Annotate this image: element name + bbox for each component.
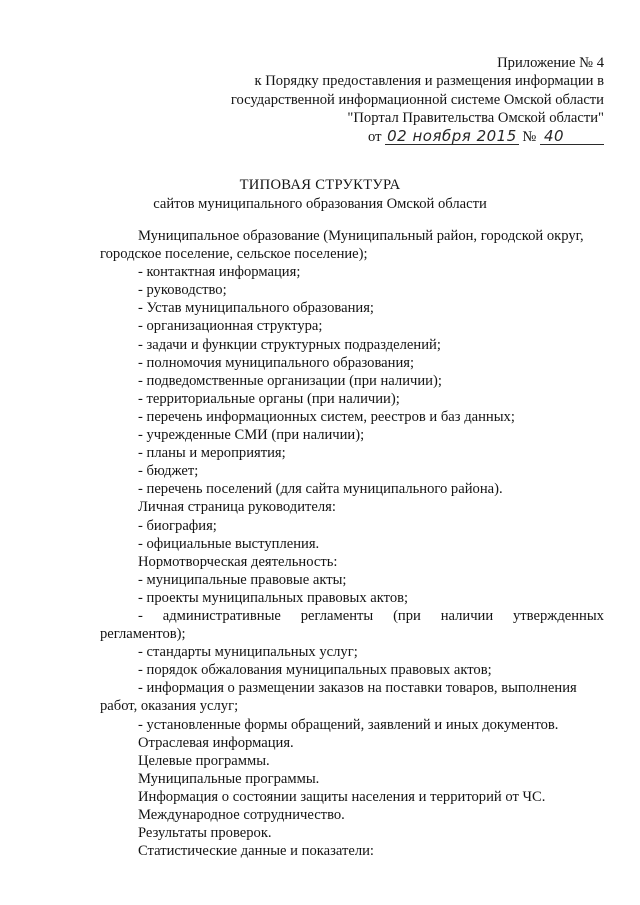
list-item: - руководство;	[138, 282, 227, 299]
appendix-header	[231, 54, 604, 146]
document-body	[100, 227, 604, 860]
appendix-line-3: "Портал Правительства Омской области"	[347, 110, 604, 127]
list-item: - Устав муниципального образования;	[138, 300, 374, 317]
title-line-2: сайтов муниципального образования Омской области	[153, 196, 487, 212]
justified-list-item	[100, 607, 604, 625]
section-heading: Нормотворческая деятельность:	[138, 553, 338, 570]
text-line: Муниципальное образование (Муниципальный район, городской округ,	[138, 228, 584, 244]
list-item: - порядок обжалования муниципальных правовых актов;	[138, 662, 492, 679]
word: утвержденных	[513, 607, 604, 624]
section-heading: Целевые программы.	[138, 752, 270, 769]
section-heading: Муниципальные программы.	[138, 770, 320, 787]
section-heading: Результаты проверок.	[138, 825, 272, 842]
list-item: - перечень поселений (для сайта муниципального района).	[138, 481, 503, 498]
appendix-title: Приложение № 4	[497, 55, 604, 71]
word: (при	[393, 607, 421, 624]
list-item: - задачи и функции структурных подразделений;	[138, 336, 441, 353]
list-item: - проекты муниципальных правовых актов;	[138, 589, 409, 606]
word: -	[138, 607, 143, 624]
section-heading: Личная страница руководителя:	[138, 499, 336, 516]
list-item: - бюджет;	[138, 463, 199, 480]
appendix-line-1: к Порядку предоставления и размещения информации в	[254, 73, 604, 90]
date-prefix: от	[368, 128, 382, 145]
list-item: - официальные выступления.	[138, 535, 320, 552]
appendix-date-line	[231, 128, 604, 146]
list-item: - организационная структура;	[138, 318, 323, 335]
list-item: - подведомственные организации (при наличии);	[138, 372, 442, 389]
section-heading: Статистические данные и показатели:	[138, 843, 374, 860]
document-title	[0, 176, 640, 214]
list-item: - информация о размещении заказов на поставки товаров, выполнения	[138, 680, 577, 697]
list-item: - контактная информация;	[138, 264, 301, 281]
section-heading: Информация о состоянии защиты населения и территорий от ЧС.	[138, 788, 546, 805]
list-item: - территориальные органы (при наличии);	[138, 390, 400, 407]
text-line: регламентов);	[100, 626, 186, 643]
list-item: - учрежденные СМИ (при наличии);	[138, 427, 365, 444]
list-item: - биография;	[138, 517, 217, 534]
word: наличии	[440, 607, 494, 624]
list-item: - перечень информационных систем, реестров и баз данных;	[138, 408, 515, 425]
appendix-line-2: государственной информационной системе Омской области	[230, 91, 604, 108]
number-prefix: №	[522, 128, 537, 145]
list-item: - стандарты муниципальных услуг;	[138, 644, 358, 661]
word: административные	[162, 607, 281, 624]
text-line: городское поселение, сельское поселение);	[100, 246, 368, 263]
section-heading: Международное сотрудничество.	[138, 807, 345, 823]
list-item: - муниципальные правовые акты;	[138, 571, 347, 588]
word: регламенты	[300, 607, 374, 624]
title-line-1: ТИПОВАЯ СТРУКТУРА	[239, 177, 401, 193]
section-heading: Отраслевая информация.	[138, 734, 294, 751]
list-item: - полномочия муниципального образования;	[138, 354, 415, 371]
handwritten-date: 02 ноября 2015	[387, 126, 517, 145]
handwritten-number: 40	[540, 128, 604, 145]
text-line: работ, оказания услуг;	[100, 698, 239, 715]
list-item: - установленные формы обращений, заявлений и иных документов.	[138, 716, 559, 733]
list-item: - планы и мероприятия;	[138, 445, 286, 462]
